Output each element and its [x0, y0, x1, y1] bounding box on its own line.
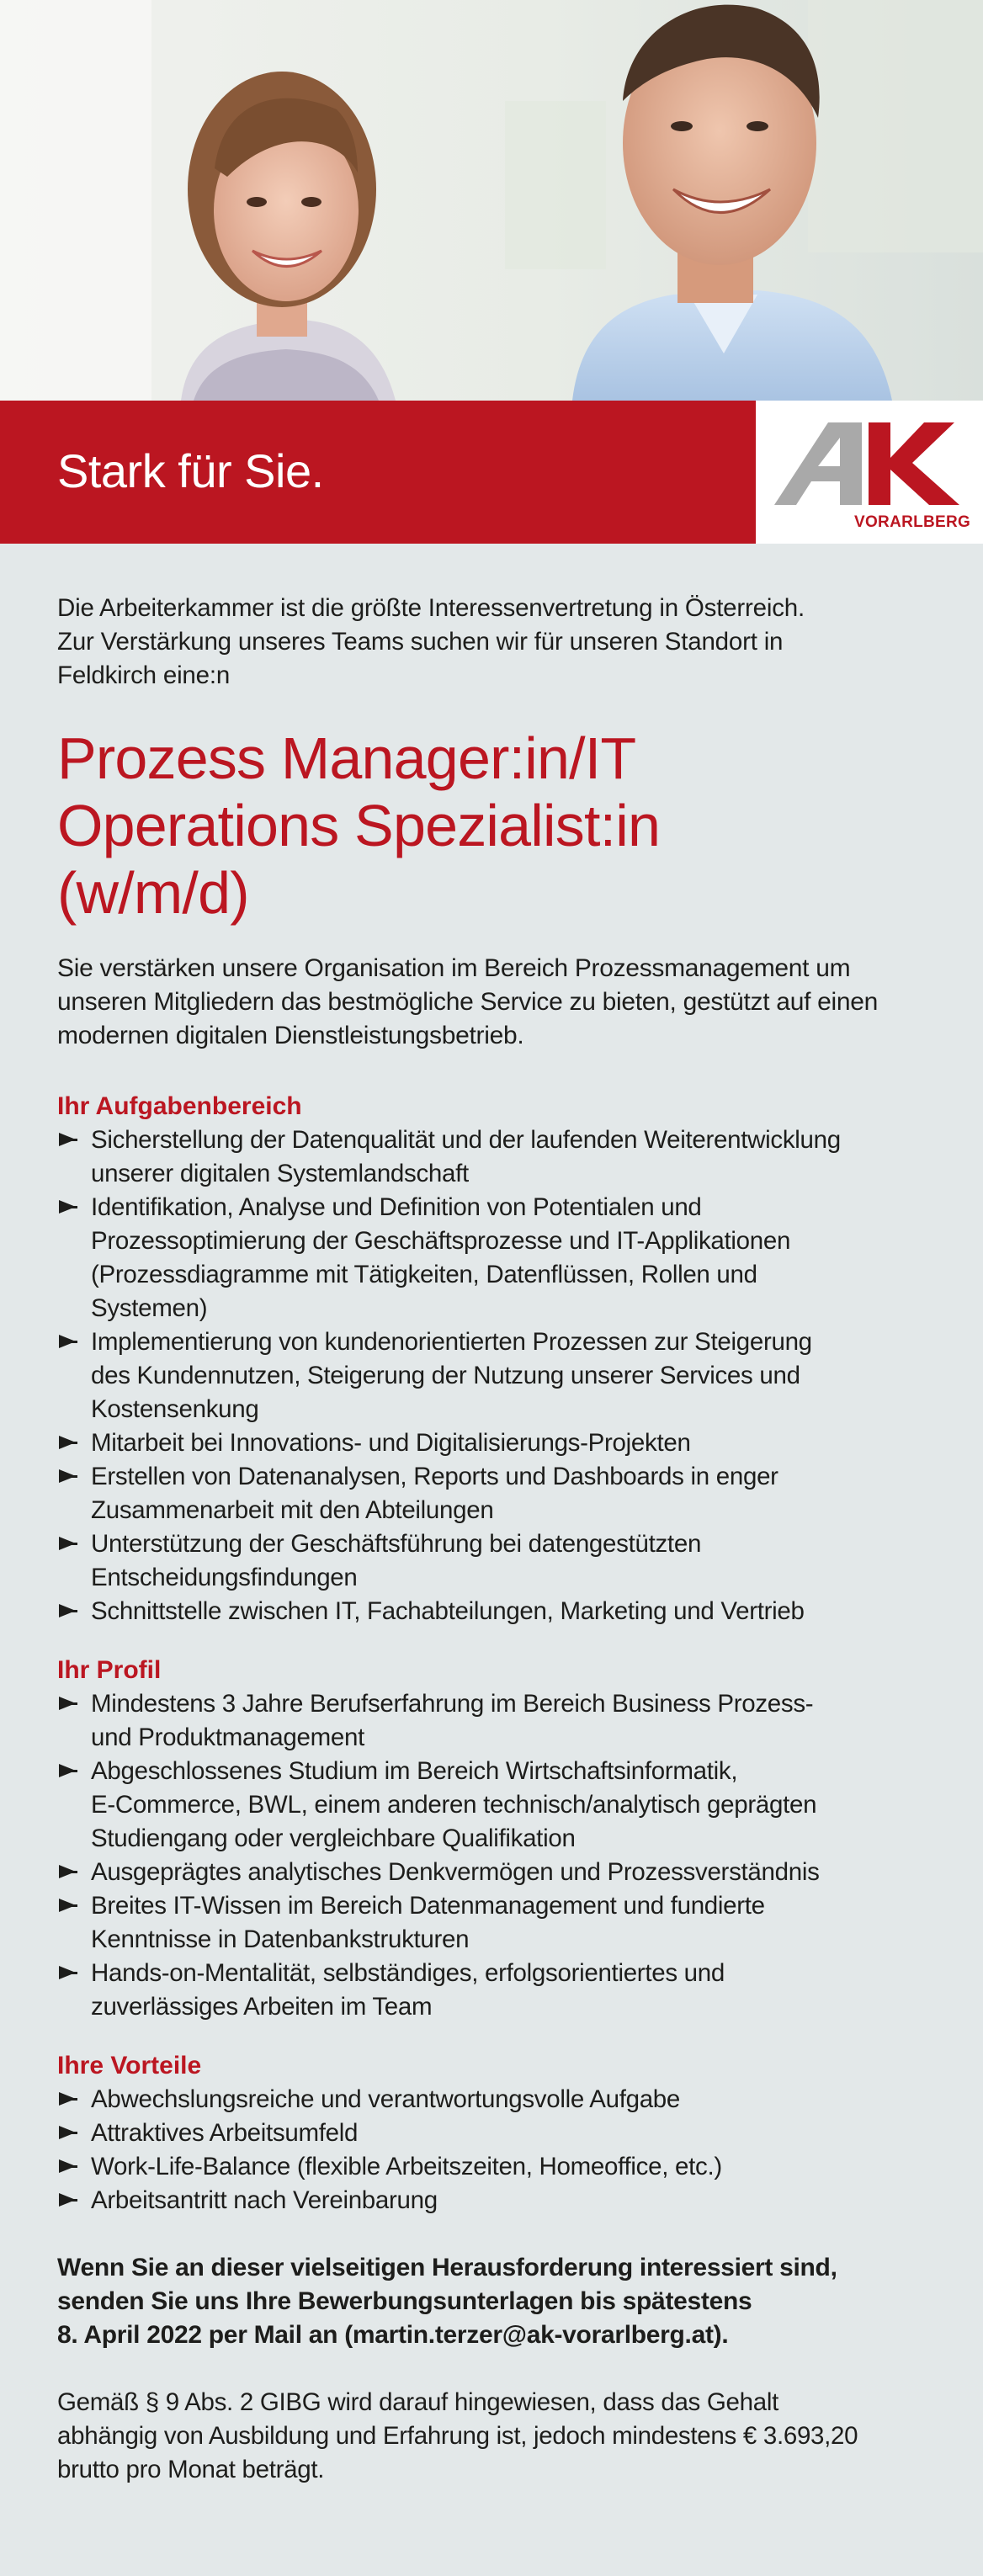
slogan-banner — [0, 401, 756, 544]
arrow-bullet-icon — [59, 2159, 76, 2173]
list-item-line: Abgeschlossenes Studium im Bereich Wirtschaftsinformatik, — [91, 1757, 738, 1785]
intro-line: Zur Verstärkung unseres Teams suchen wir für unseren Standort in — [57, 628, 784, 656]
list-item — [57, 2083, 933, 2117]
arrow-bullet-icon — [59, 1200, 76, 1214]
list-item — [57, 1123, 933, 1191]
ak-logo-mark-icon — [774, 414, 966, 508]
cta-line[interactable]: 8. April 2022 per Mail an (martin.terzer@ak-vorarlberg.at). — [57, 2321, 729, 2349]
list-item-line: Systemen) — [91, 1294, 208, 1322]
legal-line: Gemäß § 9 Abs. 2 GIBG wird darauf hingewiesen, dass das Gehalt — [57, 2388, 779, 2416]
arrow-bullet-icon — [59, 1133, 76, 1146]
list-item — [57, 1856, 933, 1889]
list-item-line: E-Commerce, BWL, einem anderen technisch/analytisch geprägten — [91, 1791, 817, 1819]
hero-photo — [0, 0, 983, 401]
list-item — [57, 1460, 933, 1527]
arrow-bullet-icon — [59, 2092, 76, 2106]
intro-paragraph — [57, 592, 933, 693]
list-item-line: Sicherstellung der Datenqualität und der laufenden Weiterentwicklung — [91, 1126, 841, 1154]
ak-logo — [756, 401, 983, 544]
lead-paragraph — [57, 952, 933, 1053]
list-item-line: Ausgeprägtes analytisches Denkvermögen und Prozessverständnis — [91, 1858, 820, 1886]
list-item-line: und Produktmanagement — [91, 1724, 364, 1751]
list-item-line: Erstellen von Datenanalysen, Reports und Dashboards in enger — [91, 1463, 778, 1490]
list-item — [57, 1755, 933, 1856]
list-item — [57, 1325, 933, 1426]
list-item — [57, 2184, 933, 2217]
list-aufgabenbereich — [57, 1123, 933, 1628]
job-title-line: Prozess Manager:in/IT — [57, 725, 636, 791]
section-heading-aufgabenbereich: Ihr Aufgabenbereich — [57, 1092, 302, 1120]
logo-region-label: VORARLBERG — [854, 513, 971, 531]
list-item-line: Arbeitsantritt nach Vereinbarung — [91, 2186, 438, 2214]
arrow-bullet-icon — [59, 2193, 76, 2207]
photo-two-people-smiling-icon — [0, 0, 983, 401]
list-item — [57, 1527, 933, 1595]
arrow-bullet-icon — [59, 1697, 76, 1710]
list-item — [57, 1889, 933, 1957]
slogan-text: Stark für Sie. — [57, 444, 324, 497]
application-call-to-action — [57, 2251, 933, 2352]
list-item-line: Work-Life-Balance (flexible Arbeitszeiten, Homeoffice, etc.) — [91, 2153, 722, 2180]
arrow-bullet-icon — [59, 1899, 76, 1912]
list-item — [57, 1426, 933, 1460]
legal-line: brutto pro Monat beträgt. — [57, 2456, 325, 2483]
list-item-line: Kostensenkung — [91, 1395, 259, 1423]
salary-legal-notice — [57, 2386, 933, 2487]
list-item — [57, 1957, 933, 2024]
job-title — [57, 725, 933, 927]
legal-line: abhängig von Ausbildung und Erfahrung ist, jedoch mindestens € 3.693,20 — [57, 2422, 858, 2450]
lead-line: modernen digitalen Dienstleistungsbetrieb. — [57, 1022, 524, 1049]
list-item-line: Mindestens 3 Jahre Berufserfahrung im Bereich Business Prozess- — [91, 1690, 814, 1718]
arrow-bullet-icon — [59, 1436, 76, 1449]
list-item-line: Implementierung von kundenorientierten Prozessen zur Steigerung — [91, 1328, 812, 1356]
list-item-line: Kenntnisse in Datenbankstrukturen — [91, 1925, 470, 1953]
list-item — [57, 2117, 933, 2150]
arrow-bullet-icon — [59, 1966, 76, 1979]
arrow-bullet-icon — [59, 1764, 76, 1777]
main-content — [57, 592, 933, 2487]
list-item-line: unserer digitalen Systemlandschaft — [91, 1160, 469, 1187]
lead-line: Sie verstärken unsere Organisation im Bereich Prozessmanagement um — [57, 954, 851, 982]
list-item-line: des Kundennutzen, Steigerung der Nutzung unserer Services und — [91, 1362, 800, 1389]
intro-line: Die Arbeiterkammer ist die größte Interessenvertretung in Österreich. — [57, 594, 805, 622]
list-item-line: zuverlässiges Arbeiten im Team — [91, 1993, 433, 2021]
list-item — [57, 1687, 933, 1755]
list-item-line: Unterstützung der Geschäftsführung bei datengestützten — [91, 1530, 702, 1558]
job-title-line: Operations Spezialist:in — [57, 793, 661, 858]
list-item-line: Identifikation, Analyse und Definition von Potentialen und — [91, 1193, 702, 1221]
list-item-line: Prozessoptimierung der Geschäftsprozesse und IT-Applikationen — [91, 1227, 791, 1255]
cta-line: Wenn Sie an dieser vielseitigen Herausforderung interessiert sind, — [57, 2254, 837, 2281]
cta-line: senden Sie uns Ihre Bewerbungsunterlagen bis spätestens — [57, 2287, 752, 2315]
list-item-line: Zusammenarbeit mit den Abteilungen — [91, 1496, 494, 1524]
list-item — [57, 1191, 933, 1325]
list-item — [57, 1595, 933, 1628]
list-profil — [57, 1687, 933, 2024]
list-item-line: Studiengang oder vergleichbare Qualifikation — [91, 1824, 576, 1852]
list-item-line: Hands-on-Mentalität, selbständiges, erfolgsorientiertes und — [91, 1959, 725, 1987]
intro-line: Feldkirch eine:n — [57, 661, 231, 689]
list-item-line: Abwechslungsreiche und verantwortungsvolle Aufgabe — [91, 2085, 681, 2113]
job-title-line: (w/m/d) — [57, 860, 249, 926]
list-item — [57, 2150, 933, 2184]
list-item-line: Entscheidungsfindungen — [91, 1564, 358, 1591]
arrow-bullet-icon — [59, 1604, 76, 1617]
list-vorteile — [57, 2083, 933, 2217]
arrow-bullet-icon — [59, 1335, 76, 1348]
list-item-line: Schnittstelle zwischen IT, Fachabteilungen, Marketing und Vertrieb — [91, 1597, 805, 1625]
list-item-line: Breites IT-Wissen im Bereich Datenmanagement und fundierte — [91, 1892, 765, 1920]
arrow-bullet-icon — [59, 1469, 76, 1483]
list-item-line: Mitarbeit bei Innovations- und Digitalisierungs-Projekten — [91, 1429, 691, 1457]
list-item-line: (Prozessdiagramme mit Tätigkeiten, Datenflüssen, Rollen und — [91, 1261, 757, 1288]
arrow-bullet-icon — [59, 2126, 76, 2139]
arrow-bullet-icon — [59, 1865, 76, 1878]
list-item-line: Attraktives Arbeitsumfeld — [91, 2119, 359, 2147]
arrow-bullet-icon — [59, 1537, 76, 1550]
section-heading-vorteile: Ihre Vorteile — [57, 2052, 202, 2079]
section-heading-profil: Ihr Profil — [57, 1656, 162, 1684]
lead-line: unseren Mitgliedern das bestmögliche Service zu bieten, gestützt auf einen — [57, 988, 879, 1016]
